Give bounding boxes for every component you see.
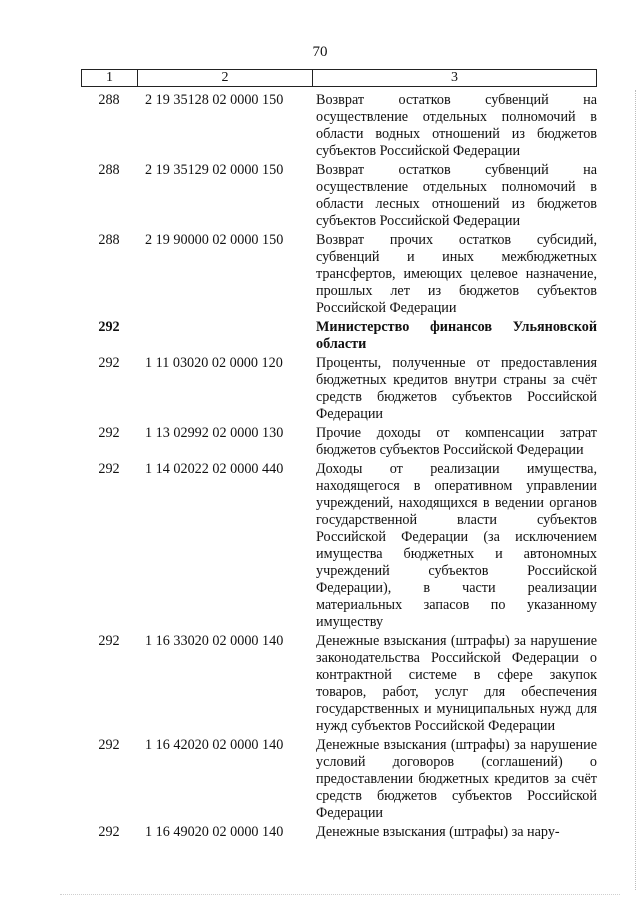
revenue-code: 2 19 90000 02 0000 150 xyxy=(145,232,284,248)
admin-code: 292 xyxy=(98,425,120,441)
revenue-name: Денежные взыскания (штрафы) за нарушение условий договоров (соглашений) о предоставлении бюджетных кредитов за счёт средств бюджетов субъектов Российской Федерации xyxy=(316,737,597,821)
header-col-2: 2 xyxy=(138,70,313,86)
revenue-name: Возврат прочих остатков субсидий, субвенций и иных межбюджетных трансфертов, имеющих целевое назначение, прошлых лет из бюджетов субъектов Российской Федерации xyxy=(316,232,597,316)
table-row xyxy=(81,633,597,735)
admin-code: 292 xyxy=(98,461,120,477)
table-row xyxy=(81,737,597,822)
admin-code: 292 xyxy=(98,633,120,649)
revenue-code: 2 19 35128 02 0000 150 xyxy=(145,92,284,108)
revenue-code: 1 16 42020 02 0000 140 xyxy=(145,737,284,753)
admin-code: 288 xyxy=(98,232,120,248)
revenue-name: Возврат остатков субвенций на осуществление отдельных полномочий в области лесных отношений из бюджетов субъектов Российской Федерации xyxy=(316,162,597,229)
revenue-code: 1 16 49020 02 0000 140 xyxy=(145,824,284,840)
revenue-code: 1 16 33020 02 0000 140 xyxy=(145,633,284,649)
header-col-3: 3 xyxy=(451,70,458,85)
table-row xyxy=(81,461,597,631)
admin-code: 292 xyxy=(98,319,120,335)
revenue-name: Денежные взыскания (штрафы) за нарушение законодательства Российской Федерации о контрактной системе в сфере закупок товаров, работ, услуг для обеспечения государственных и муниципальных нужд для нужд субъектов Российской Федерации xyxy=(316,633,597,734)
revenue-name: Возврат остатков субвенций на осуществление отдельных полномочий в области водных отношений из бюджетов субъектов Российской Федерации xyxy=(316,92,597,159)
revenue-code xyxy=(137,319,312,353)
header-col-1: 1 xyxy=(82,70,138,86)
table-body xyxy=(81,92,597,841)
table-row xyxy=(81,162,597,230)
revenue-name: Проценты, полученные от предоставления бюджетных кредитов внутри страны за счёт средств бюджетов субъектов Российской Федерации xyxy=(316,355,597,422)
revenue-code: 1 14 02022 02 0000 440 xyxy=(145,461,284,477)
page-number: 70 xyxy=(312,44,328,60)
table-row xyxy=(81,232,597,317)
admin-code: 288 xyxy=(98,92,120,108)
scan-edge-marks xyxy=(631,90,636,890)
admin-code: 288 xyxy=(98,162,120,178)
revenue-code: 1 13 02992 02 0000 130 xyxy=(145,425,284,441)
scan-bottom-noise xyxy=(60,893,620,895)
admin-code: 292 xyxy=(98,824,120,840)
table-row xyxy=(81,355,597,423)
revenue-code: 2 19 35129 02 0000 150 xyxy=(145,162,284,178)
revenue-name: Денежные взыскания (штрафы) за нару- xyxy=(316,824,560,840)
revenue-name: Министерство финансов Ульяновской области xyxy=(316,319,597,352)
revenue-name: Доходы от реализации имущества, находящегося в оперативном управлении учреждений, находящихся в ведении органов государственной власти субъектов Российской Федерации (за исключением имущества бюджетных и автономных учреждений субъектов Российской Федерации), в части реализации материальных запасов по указанному имуществу xyxy=(316,461,597,630)
table-row xyxy=(81,425,597,459)
table-row xyxy=(81,92,597,160)
table-header xyxy=(81,69,597,87)
revenue-name: Прочие доходы от компенсации затрат бюджетов субъектов Российской Федерации xyxy=(316,425,597,458)
revenue-code: 1 11 03020 02 0000 120 xyxy=(145,355,283,371)
admin-code: 292 xyxy=(98,737,120,753)
table-row xyxy=(81,319,597,353)
table-row xyxy=(81,824,597,841)
admin-code: 292 xyxy=(98,355,120,371)
